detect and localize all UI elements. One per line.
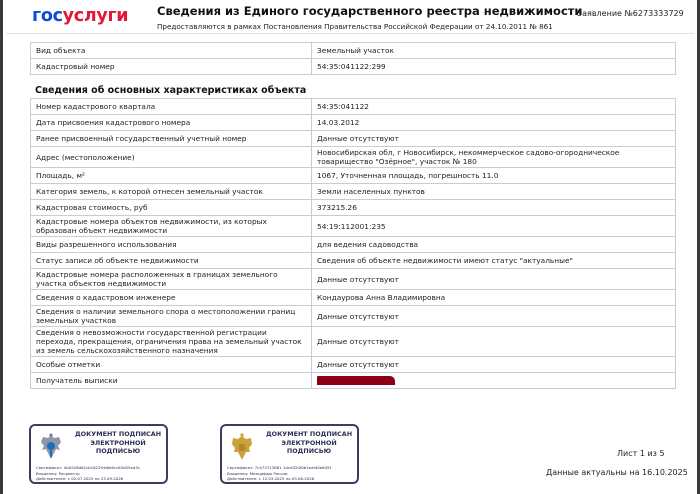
row-value: 54:35:041122 [312,99,676,115]
rosreestr-emblem-icon [39,432,63,462]
row-label: Сведения о кадастровом инженере [31,290,312,306]
row-value: Сведения об объекте недвижимости имеют статус "актуальные" [312,253,676,269]
row-value: 14.03.2012 [312,115,676,131]
row-label: Номер кадастрового квартала [31,99,312,115]
table-row [31,253,676,269]
row-label: Получатель выписки [31,373,312,389]
row-value: 54:35:041122:299 [312,59,676,75]
table-row [31,131,676,147]
row-value: Новосибирская обл, г Новосибирск, некоммерческое садово-огородническое товарищество "Озёрное", участок № 180 [312,147,676,168]
row-value [312,373,676,389]
table-row [31,290,676,306]
stamp-title: ДОКУМЕНТ ПОДПИСАН ЭЛЕКТРОННОЙ ПОДПИСЬЮ [265,430,353,455]
row-label: Сведения о наличии земельного спора о местоположении границ земельных участков [31,306,312,327]
document-header [6,0,694,34]
row-label: Виды разрешенного использования [31,237,312,253]
row-label: Площадь, м² [31,168,312,184]
row-value: Данные отсутствуют [312,357,676,373]
stamp-certificate: Сертификат: 4b0528d61cb1622fcb6e6cc63d55ed3c [36,465,141,470]
table-row [31,184,676,200]
table-row [31,59,676,75]
row-label: Статус записи об объекте недвижимости [31,253,312,269]
row-value: Данные отсутствуют [312,306,676,327]
row-value: 54:19:112001:235 [312,216,676,237]
stamp-owner: Владелец: Минцифры России [227,470,288,476]
table-row [31,327,676,357]
table-row [31,99,676,115]
row-label: Кадастровые номера объектов недвижимости, из которых образован объект недвижимости [31,216,312,237]
redacted-recipient [317,376,395,385]
row-value: 373215.26 [312,200,676,216]
stamp-validity: Действителен: с 12.03.2025 по 05.06.2026 [227,476,315,481]
row-value: Кондаурова Анна Владимировна [312,290,676,306]
row-value: Земли населенных пунктов [312,184,676,200]
row-value: для ведения садоводства [312,237,676,253]
row-label: Кадастровая стоимость, руб [31,200,312,216]
stamp-certificate: Сертификат: 7c473713681 1dcd520f0b1eaf40e645f [227,465,331,470]
row-label: Кадастровый номер [31,59,312,75]
row-label: Особые отметки [31,357,312,373]
stamp-validity: Действителен: с 02.07.2025 по 25.09.2026 [36,476,124,481]
russia-coat-of-arms-icon [230,432,254,462]
application-number: Заявление №6273333729 [577,9,684,18]
logo-part-uslugi: услуги [62,6,129,26]
table-row [31,43,676,59]
table-row [31,216,676,237]
row-value: Данные отсутствуют [312,131,676,147]
signature-stamp-rosreestr [29,424,168,484]
table-row [31,168,676,184]
logo-part-gos: гос [32,6,63,26]
row-label: Дата присвоения кадастрового номера [31,115,312,131]
object-table [30,42,676,75]
table-row [31,306,676,327]
stamp-title: ДОКУМЕНТ ПОДПИСАН ЭЛЕКТРОННОЙ ПОДПИСЬЮ [74,430,162,455]
document-title: Сведения из Единого государственного реестра недвижимости [157,4,583,18]
row-label: Сведения о невозможности государственной регистрации перехода, прекращения, ограничения права на земельный участок из земель сельскохозяйственного назначения [31,327,312,357]
row-label: Ранее присвоенный государственный учетный номер [31,131,312,147]
table-row [31,237,676,253]
row-value: Данные отсутствуют [312,327,676,357]
table-row [31,115,676,131]
data-actual-date: Данные актуальны на 16.10.2025 [546,468,688,477]
stamp-owner: Владелец: Росреестр [36,470,80,476]
row-label: Кадастровые номера расположенных в границах земельного участка объектов недвижимости [31,269,312,290]
gosuslugi-logo [32,6,128,26]
section-title: Сведения об основных характеристиках объекта [35,85,307,96]
table-row [31,200,676,216]
sheet-number: Лист 1 из 5 [617,449,665,458]
row-label: Категория земель, к которой отнесен земельный участок [31,184,312,200]
signature-stamp-mintsifry [220,424,359,484]
table-row [31,373,676,389]
row-value: 1067, Уточненная площадь, погрешность 11.0 [312,168,676,184]
document-subtitle: Предоставляются в рамках Постановления Правительства Российской Федерации от 24.10.2011 № 861 [157,22,553,31]
row-label: Адрес (местоположение) [31,147,312,168]
characteristics-table [30,98,676,389]
row-label: Вид объекта [31,43,312,59]
table-row [31,147,676,168]
row-value: Данные отсутствуют [312,269,676,290]
row-value: Земельный участок [312,43,676,59]
table-row [31,269,676,290]
table-row [31,357,676,373]
